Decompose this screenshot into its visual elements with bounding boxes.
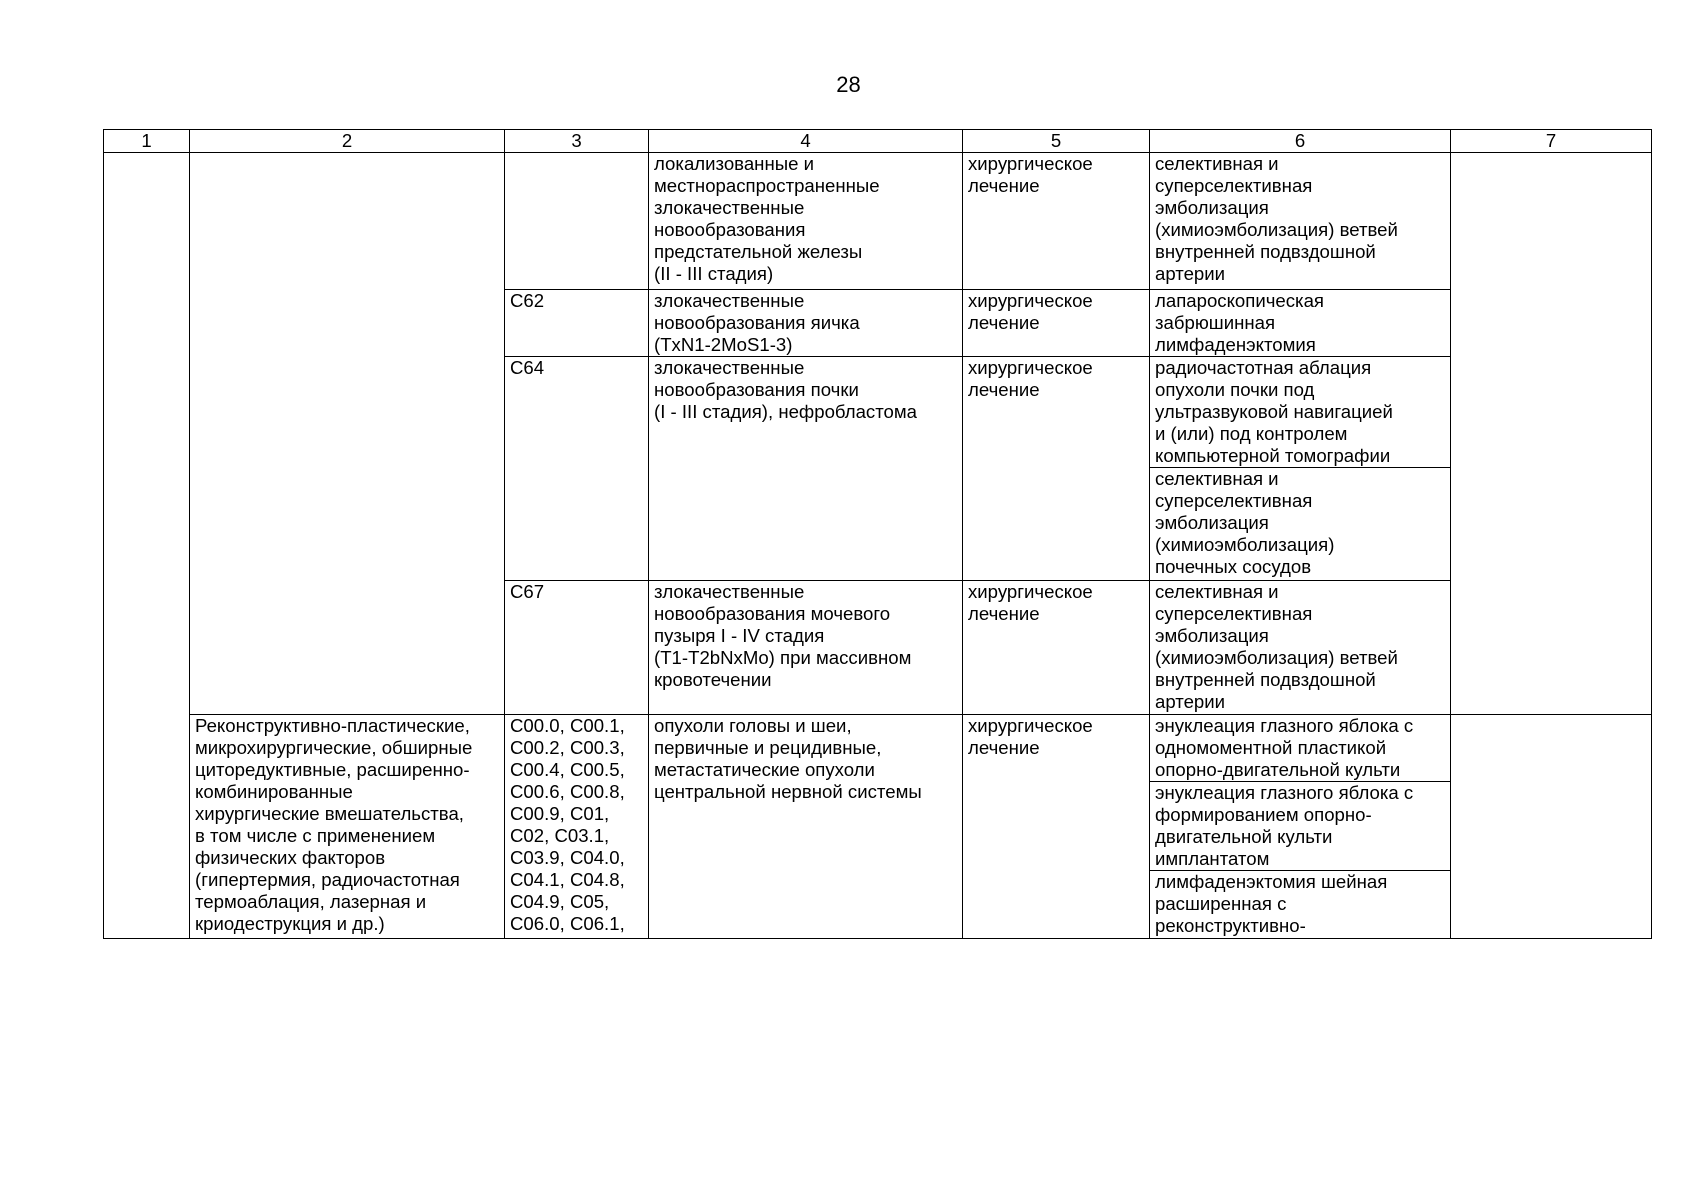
column-header-1: 1 (104, 130, 190, 153)
diagnosis-cell: локализованные и местнораспространенные злокачественные новообразования предстательной железы (II - III стадия) (649, 153, 963, 290)
table-row (104, 715, 1652, 939)
treatment-cell: хирургическое лечение (963, 357, 1150, 581)
column-header-6: 6 (1150, 130, 1451, 153)
column-header-5: 5 (963, 130, 1150, 153)
code-cell: С67 (505, 581, 649, 715)
page-number: 28 (836, 72, 861, 97)
column-header-7: 7 (1451, 130, 1652, 153)
column-header-4: 4 (649, 130, 963, 153)
method-item: радиочастотная аблация опухоли почки под ультразвуковой навигацией и (или) под контролем компьютерной томографии (1155, 357, 1393, 466)
section-name-cell-empty (190, 153, 505, 715)
header-row (104, 130, 1652, 153)
column-header-3: 3 (505, 130, 649, 153)
method-item: лимфаденэктомия шейная расширенная с реконструктивно- (1150, 870, 1450, 937)
method-cell (1150, 357, 1451, 581)
table-row (104, 153, 1652, 290)
section-name-cell: Реконструктивно-пластические, микрохирургические, обширные циторедуктивные, расширенно- комбинированные хирургические вмешательства, в том числе с применением физических факторов (гипертермия, радиочастотная термоаблация, лазерная и криодеструкция и др.) (190, 715, 505, 939)
diagnosis-cell: злокачественные новообразования почки (I - III стадия), нефробластома (649, 357, 963, 581)
treatment-cell: хирургическое лечение (963, 153, 1150, 290)
code-cell: С64 (505, 357, 649, 581)
treatment-cell: хирургическое лечение (963, 290, 1150, 357)
method-item: энуклеация глазного яблока с одномоментной пластикой опорно-двигательной культи (1155, 715, 1414, 780)
code-cell: С00.0, С00.1, С00.2, С00.3, С00.4, С00.5, С00.6, С00.8, С00.9, С01, С02, С03.1, С03.9, С04.0, С04.1, С04.8, С04.9, С05, С06.0, С06.1, (505, 715, 649, 939)
method-cell: селективная и суперселективная эмболизация (химиоэмболизация) ветвей внутренней подвздошной артерии (1150, 581, 1451, 715)
diagnosis-cell: злокачественные новообразования мочевого пузыря I - IV стадия (T1-T2bNxMo) при массивном кровотечении (649, 581, 963, 715)
column-1-cell (104, 153, 190, 939)
treatment-cell: хирургическое лечение (963, 715, 1150, 939)
method-item: энуклеация глазного яблока с формированием опорно- двигательной культи имплантатом (1150, 781, 1450, 870)
diagnosis-cell: опухоли головы и шеи, первичные и рецидивные, метастатические опухоли центральной нервной системы (649, 715, 963, 939)
method-cell: селективная и суперселективная эмболизация (химиоэмболизация) ветвей внутренней подвздошной артерии (1150, 153, 1451, 290)
column-7-cell (1451, 715, 1652, 939)
treatment-table (103, 129, 1652, 939)
code-cell: С62 (505, 290, 649, 357)
code-cell (505, 153, 649, 290)
method-cell: лапароскопическая забрюшинная лимфаденэктомия (1150, 290, 1451, 357)
column-header-2: 2 (190, 130, 505, 153)
method-item: селективная и суперселективная эмболизация (химиоэмболизация) почечных сосудов (1150, 467, 1450, 578)
diagnosis-cell: злокачественные новообразования яичка (TxN1-2MoS1-3) (649, 290, 963, 357)
column-7-cell (1451, 153, 1652, 715)
method-cell (1150, 715, 1451, 939)
treatment-cell: хирургическое лечение (963, 581, 1150, 715)
